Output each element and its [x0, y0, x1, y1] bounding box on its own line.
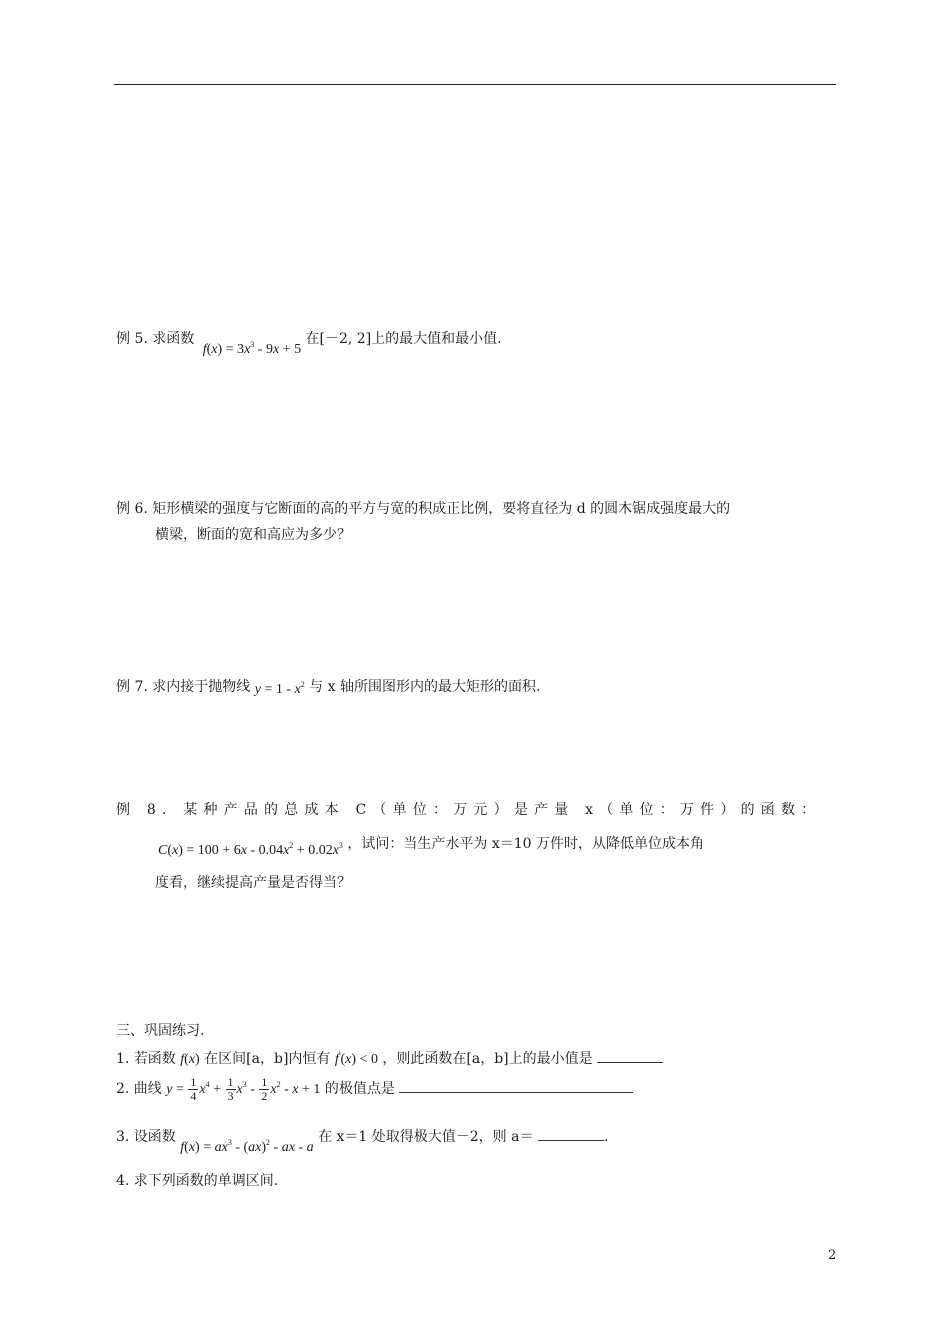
example-7 [116, 673, 540, 698]
exercise-3: 3. 设函数 $f(x) = ax^3 - (ax)^2$ - ax - a 在 x＝1 处取得极大值－2，则 a＝ . [116, 1123, 608, 1148]
answer-blank-2[interactable] [399, 1078, 633, 1093]
ex7-suffix: 与 x 轴所围图形内的最大矩形的面积. [309, 679, 541, 695]
exercise-1: 1. 若函数 f(x) 在区间[a，b]内恒有 f′(x) < 0 ，则此函数在[a，b]上的最小值是 [116, 1045, 663, 1070]
page-number: 2 [828, 1248, 837, 1263]
ex7-formula: $y = 1 - x^2$ [254, 680, 305, 697]
ex7-prefix: 例 7. 求内接于抛物线 [116, 679, 251, 695]
ex5-formula: $f(x) = 3x^3 - 9x + 5$ [202, 340, 302, 357]
q3-formula: $f(x) = ax^3 - (ax)^2$ - ax - a [180, 1138, 314, 1155]
example-8-line3: 度看，继续提高产量是否得当？ [155, 875, 351, 891]
ex8-suffix: ，试问：当生产水平为 x＝10 万件时，从降低单位成本角 [347, 836, 704, 852]
header-rule [114, 84, 836, 85]
section-heading: 三、巩固练习. [116, 1023, 205, 1039]
exercise-2: 2. 曲线 y = $\frac{1}{4}$ $x^4$ + $\frac{1}{3}$ $x^3$ - $\frac{1}{2}$ $x^2 - x + 1$ 的极值点是 [116, 1075, 633, 1103]
example-6-line1: 例 6. 矩形横梁的强度与它断面的高的平方与宽的积成正比例，要将直径为 d 的圆木锯成强度最大的 [116, 501, 731, 517]
exercise-4: 4. 求下列函数的单调区间. [116, 1173, 279, 1189]
ex5-suffix: 在[－2, 2]上的最大值和最小值. [305, 331, 502, 347]
example-8-line2 [158, 830, 704, 858]
ex8-formula: $C(x) = 100 + 6x - 0.04x^2 + 0.02x^3$ [158, 841, 343, 858]
answer-blank-3[interactable] [538, 1126, 604, 1141]
ex5-prefix: 例 5. 求函数 [116, 331, 195, 347]
example-5 [116, 325, 502, 357]
example-8-line1: 例 8. 某种产品的总成本 C（单位：万元）是产量 x（单位：万件）的函数： [116, 802, 822, 818]
example-6-line2: 横梁，断面的宽和高应为多少？ [155, 527, 351, 543]
q1-derivative: f′(x) < 0 [334, 1050, 378, 1067]
answer-blank-1[interactable] [597, 1048, 663, 1063]
q1-fx: f(x) [180, 1052, 200, 1067]
q2-formula: y = $\frac{1}{4}$ $x^4$ + $\frac{1}{3}$ $x^3$ - $\frac{1}{2}$ $x^2 - x + 1$ [166, 1075, 321, 1104]
